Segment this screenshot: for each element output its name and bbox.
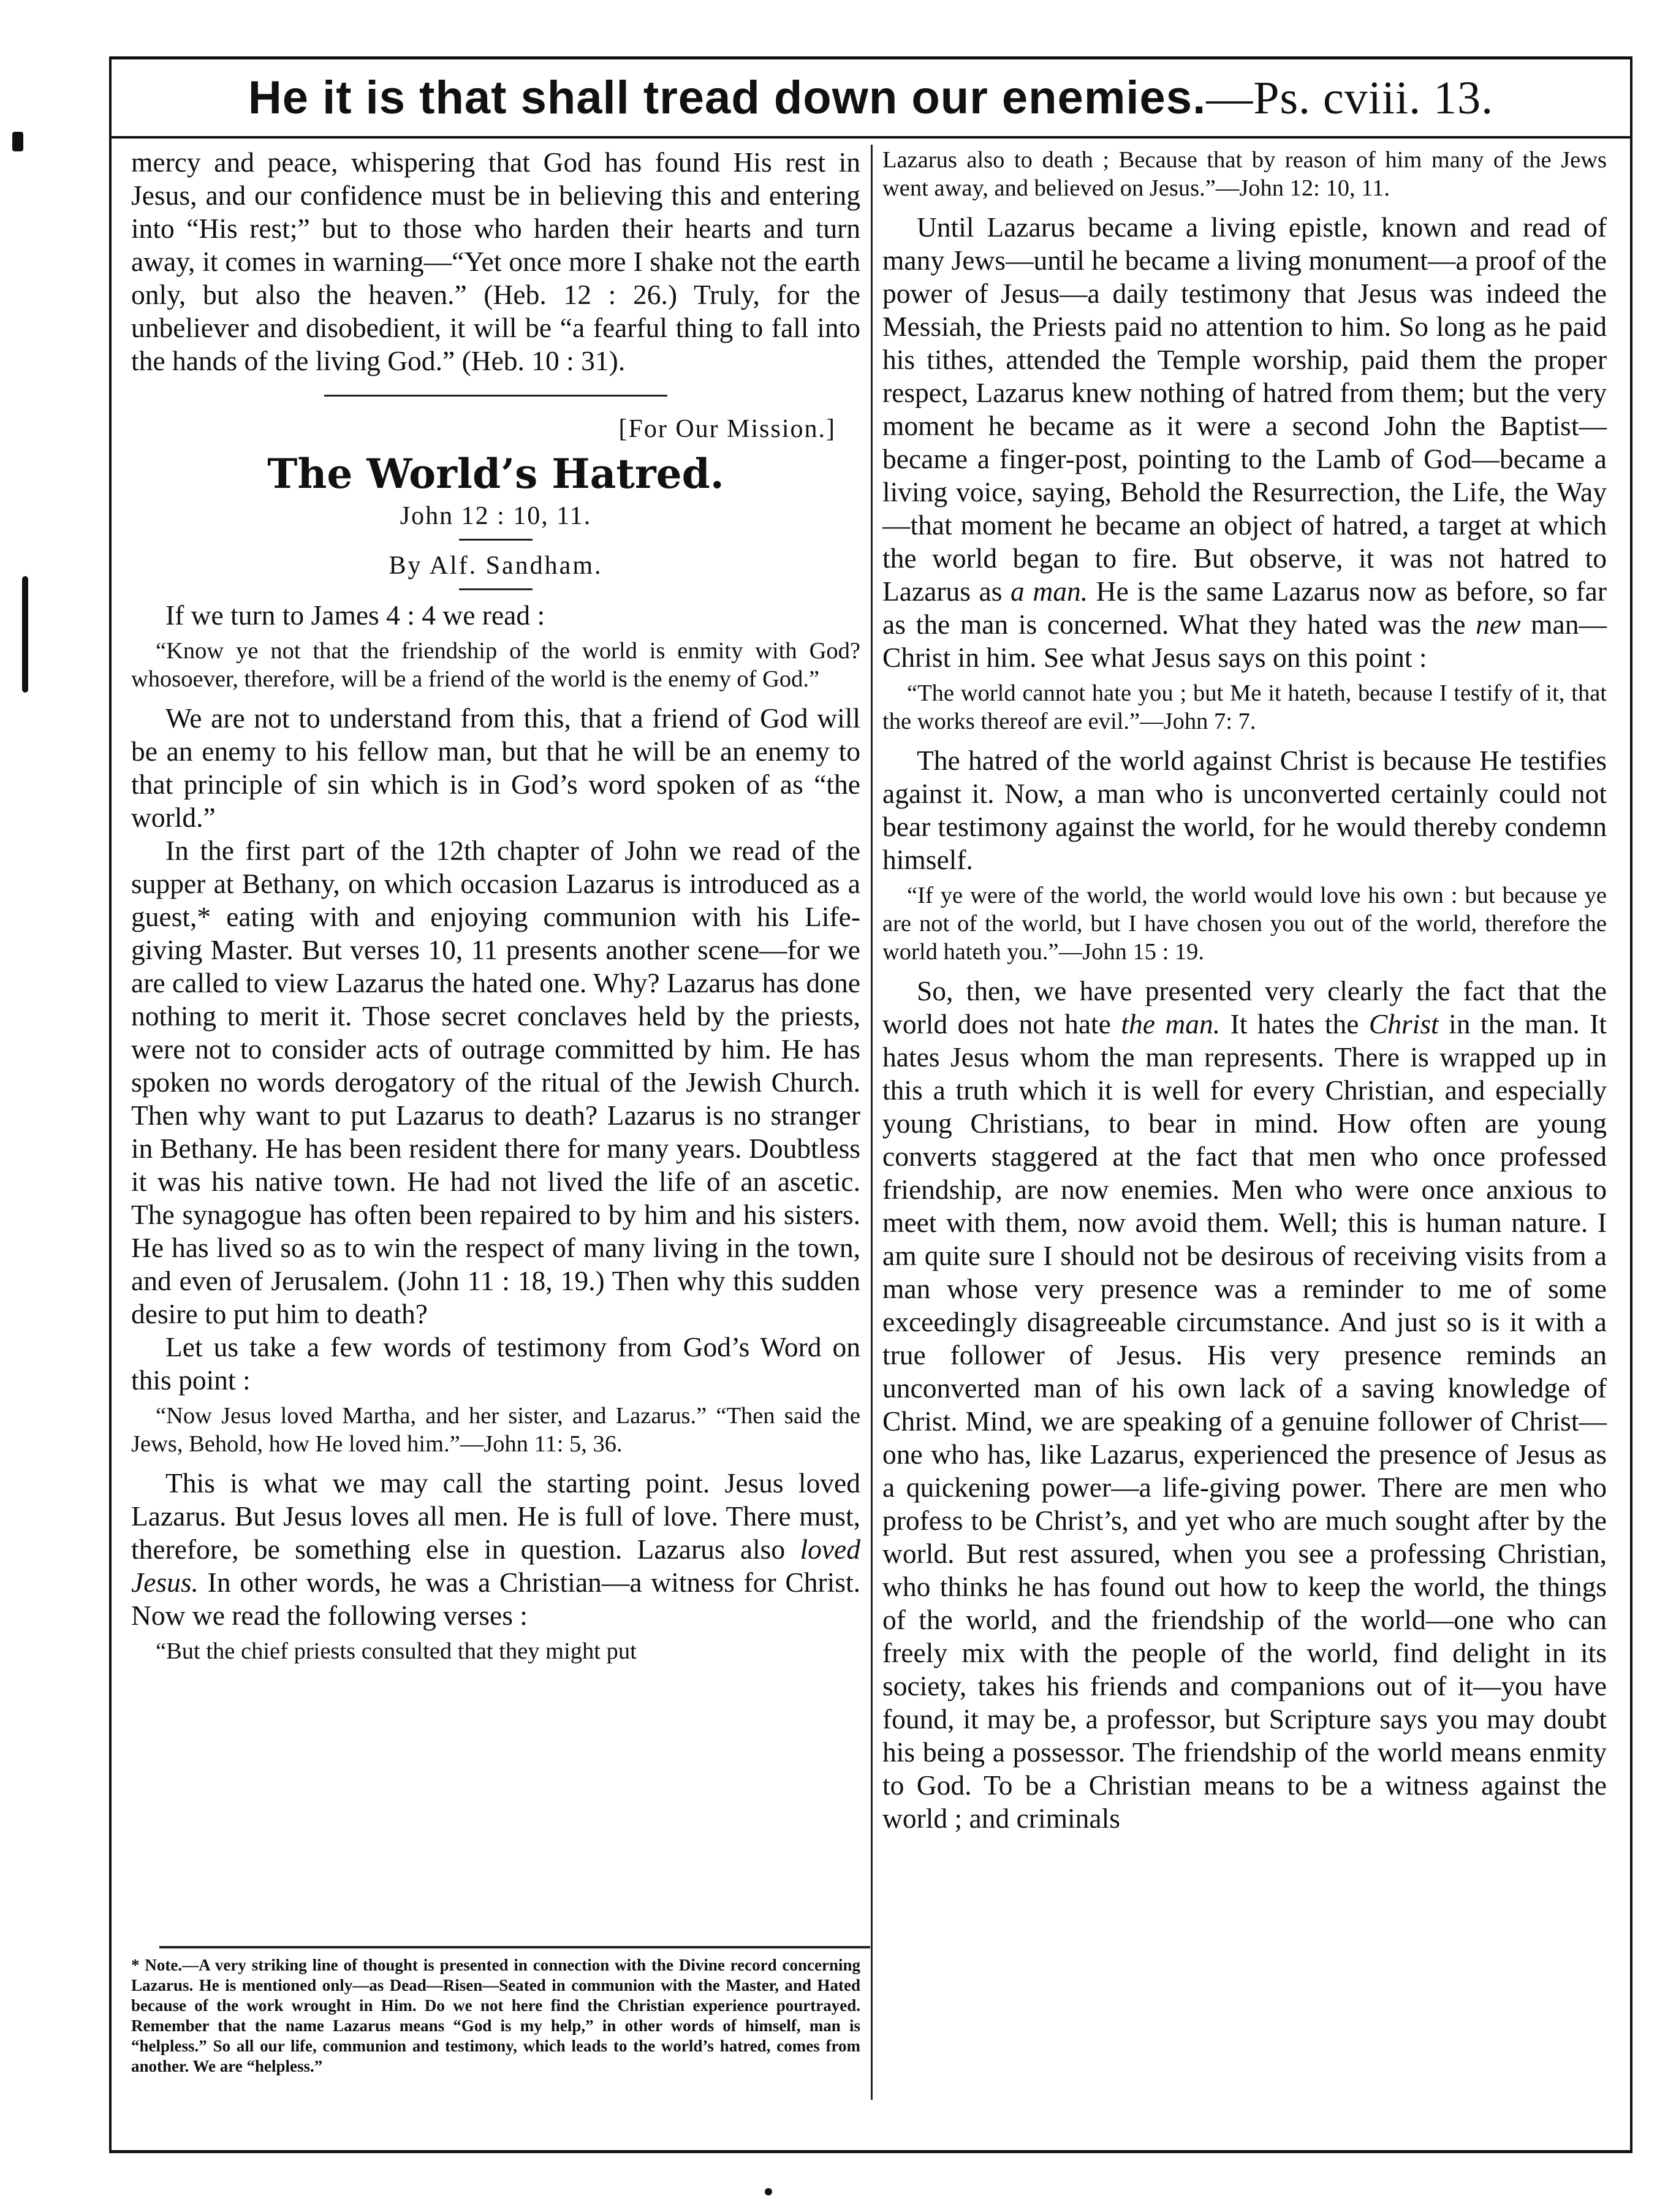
paragraph: If we turn to James 4 : 4 we read : [165, 599, 545, 631]
header-rule [109, 136, 1632, 139]
text-run: This is what we may call the starting point. Jesus loved Lazarus. But Jesus loves all men. He is full of love. There must, therefore, be something else in question. Lazarus also [131, 1467, 860, 1565]
text-run: in the man. It hates Jesus whom the man represents. There is wrapped up in this a truth which it is well for every Christian, and especially young Christians, to bear in mind. How often are young converts staggered at the fact that men who once professed friendship, are now enemies. Men who were once anxious to meet with them, now avoid them. Well; this is human nature. I am quite sure I should not be desirous of receiving visits from a man whose very presence was a reminder to me of some exceedingly disagreeable circumstance. And just so is it with a true follower of Jesus. His very presence reminds an unconverted man of his own lack of a saving knowledge of Christ. Mind, we are speaking of a genuine follower of Christ—one who has, like Lazarus, experienced the presence of Jesus as a quickening power—a life-giving power. There are men who profess to be Christ’s, and yet who are much sought after by the world. But rest assured, when you see a professing Christian, who thinks he has found out how to keep the world, the things of the world, and the friendship of the world—one who can freely mix with the people of the world, find delight in its society, takes his friends and companions out of it—you have found, it may be, a professor, but Scripture says you may doubt his being a possessor. The friendship of the world means enmity to God. To be a Christian means to be a witness against the world ; and criminals [882, 1008, 1607, 1834]
right-column [882, 146, 1607, 1835]
paragraph: Let us take a few words of testimony from God’s Word on this point : [131, 1331, 860, 1396]
binding-mark [22, 576, 28, 693]
intro-paragraph: mercy and peace, whispering that God has found His rest in Jesus, and our confidence must be in believing this and entering into “His rest;” but to those who harden their hearts and turn away, it comes in warning—“Yet once more I shake not the earth only, but also the heaven.” (Heb. 12 : 26.) Truly, for the unbeliever and disobedient, it will be “a fearful thing to fall into the hands of the living God.” (Heb. 10 : 31). [131, 146, 860, 376]
footnote: * Note.—A very striking line of thought is presented in connection with the Divine record concerning Lazarus. He is mentioned only—as Dead—Risen—Seated in communion with the Master, and Hated because of the work wrought in Him. Do we not here find the Christian experience pourtrayed. Remember that the name Lazarus means “God is my help,” in other words of himself, man is “helpless.” So all our life, communion and testimony, which leads to the world’s hatred, comes from another. We are “helpless.” [131, 1956, 860, 2075]
header-reference: —Ps. cviii. 13. [1206, 72, 1494, 124]
article-byline: By Alf. Sandham. [389, 552, 603, 580]
scripture-quote: “Know ye not that the friendship of the world is enmity with God? whosoever, therefore, will be a friend of the world is the enemy of God.” [131, 638, 860, 692]
text-run: man—Christ in him. See what Jesus says on this point : [882, 609, 1607, 673]
bottom-rule [109, 2150, 1632, 2153]
paragraph: We are not to understand from this, that a friend of God will be an enemy to his fellow man, but that he will be an enemy to that principle of sin which is in God’s word spoken of as “the world.” [131, 702, 860, 833]
byline-separator [459, 588, 533, 590]
emphasis: a man. [1011, 576, 1088, 607]
article-title: The World’s Hatred. [267, 450, 724, 498]
scripture-quote: “Now Jesus loved Martha, and her sister, and Lazarus.” “Then said the Jews, Behold, how He loved him.”—John 11: 5, 36. [131, 1403, 860, 1457]
title-separator [459, 539, 533, 541]
text-run: So, then, we have presented very clearly the fact that the world does not hate [882, 975, 1607, 1039]
paragraph [131, 1467, 860, 1632]
page-dot [765, 2188, 772, 2195]
emphasis: loved Jesus. [131, 1534, 860, 1598]
running-header [109, 61, 1632, 135]
paragraph: In the first part of the 12th chapter of John we read of the supper at Bethany, on which occasion Lazarus is introduced as a guest,* eating with and enjoying communion with his Life-giving Master. But verses 10, 11 presents another scene—for we are called to view Lazarus the hated one. Why? Lazarus has done nothing to merit it. Those secret conclaves held by the priests, were not to consider acts of outrage committed by him. He has spoken no words derogatory of the ritual of the Jewish Church. Then why want to put Lazarus to death? Lazarus is no stranger in Bethany. He has been resident there for many years. Doubtless it was his native town. He had not lived the life of an ascetic. The synagogue has often been repaired to by him and his sisters. He has lived so as to win the respect of many living in the town, and even of Jerusalem. (John 11 : 18, 19.) Then why this sudden desire to put him to death? [131, 835, 860, 1329]
text-run: He is the same Lazarus now as before, so far as the man is concerned. What they hated was the [882, 576, 1607, 640]
scripture-quote: “The world cannot hate you ; but Me it hateth, because I testify of it, that the works thereof are evil.”—John 7: 7. [882, 680, 1607, 734]
footnote-rule [159, 1946, 870, 1948]
text-run: In other words, he was a Christian—a witness for Christ. Now we read the following verses : [131, 1567, 860, 1631]
scripture-quote: “If ye were of the world, the world would love his own : but because ye are not of the world, but I have chosen you out of the world, therefore the world hateth you.”—John 15 : 19. [882, 883, 1607, 965]
article-reference: John 12 : 10, 11. [400, 502, 592, 530]
section-tag: [For Our Mission.] [618, 415, 836, 443]
emphasis: the man. [1121, 1008, 1221, 1039]
emphasis: Christ [1368, 1008, 1439, 1039]
section-separator [324, 395, 667, 397]
emphasis: new [1476, 609, 1521, 640]
left-column [131, 146, 860, 1674]
margin-mark [12, 132, 23, 151]
header-text: He it is that shall tread down our enemies. [248, 72, 1207, 124]
text-run: It hates the [1220, 1008, 1369, 1039]
scripture-quote: “But the chief priests consulted that they might put [156, 1638, 637, 1664]
column-divider [871, 145, 873, 2100]
paragraph: The hatred of the world against Christ is because He testifies against it. Now, a man who is unconverted certainly could not bear testimony against the world, for he would thereby condemn himself. [882, 745, 1607, 875]
scripture-quote: Lazarus also to death ; Because that by reason of him many of the Jews went away, and believed on Jesus.”—John 12: 10, 11. [882, 147, 1607, 201]
paragraph [882, 211, 1607, 674]
text-run: Until Lazarus became a living epistle, known and read of many Jews—until he became a living monument—a proof of the power of Jesus—a daily testimony that Jesus was indeed the Messiah, the Priests paid no attention to him. So long as he paid his tithes, attended the Temple worship, paid them the proper respect, Lazarus knew nothing of hatred from them; but the very moment he became as it were a second John the Baptist—became a finger-post, pointing to the Lamb of God—became a living voice, saying, Behold the Resurrection, the Life, the Way—that moment he became an object of hatred, a target at which the world began to fire. But observe, it was not hatred to Lazarus as [882, 211, 1607, 607]
paragraph [882, 975, 1607, 1835]
